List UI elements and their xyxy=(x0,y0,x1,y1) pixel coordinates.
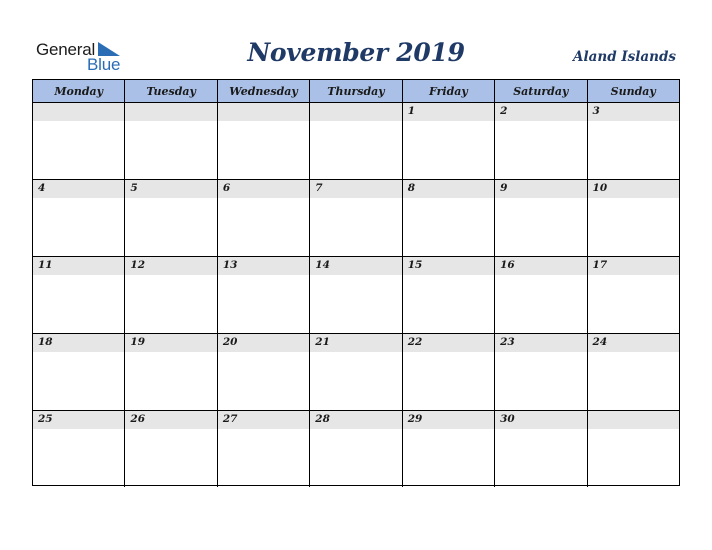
day-cell xyxy=(218,257,310,333)
weekday-header-tuesday: Tuesday xyxy=(125,80,217,102)
day-cell xyxy=(33,334,125,410)
day-cell xyxy=(403,334,495,410)
day-cell xyxy=(588,334,679,410)
day-number: 19 xyxy=(130,336,146,348)
day-number: 20 xyxy=(222,336,238,348)
weekday-header-thursday: Thursday xyxy=(310,80,402,102)
day-cell xyxy=(588,257,679,333)
week-row xyxy=(33,180,679,257)
day-header-band xyxy=(125,103,216,121)
weekday-header-monday: Monday xyxy=(33,80,125,102)
day-number: 16 xyxy=(500,259,515,271)
day-header-band xyxy=(218,103,309,121)
weekday-header-wednesday: Wednesday xyxy=(218,80,310,102)
day-header-band xyxy=(403,180,494,198)
day-number: 26 xyxy=(130,413,146,425)
day-number: 23 xyxy=(500,336,515,348)
day-cell xyxy=(495,257,587,333)
day-cell xyxy=(125,334,217,410)
day-cell xyxy=(310,257,402,333)
day-number: 24 xyxy=(592,336,608,348)
region-label: Aland Islands xyxy=(573,49,676,65)
day-header-band xyxy=(218,180,309,198)
day-number: 4 xyxy=(38,182,46,194)
day-cell xyxy=(310,411,402,487)
day-cell xyxy=(33,103,125,179)
day-number: 30 xyxy=(500,413,515,425)
logo-text-blue: Blue xyxy=(87,55,121,74)
day-number: 7 xyxy=(315,182,323,194)
day-header-band xyxy=(403,103,494,121)
day-number: 15 xyxy=(407,259,423,271)
day-cell xyxy=(33,411,125,487)
week-row xyxy=(33,257,679,334)
day-number: 2 xyxy=(500,105,508,117)
day-number: 1 xyxy=(407,105,415,117)
day-number: 12 xyxy=(130,259,146,271)
day-cell xyxy=(403,411,495,487)
day-header-band xyxy=(495,103,586,121)
day-cell xyxy=(310,334,402,410)
day-header-band xyxy=(588,411,679,429)
day-cell xyxy=(33,180,125,256)
page-title: November 2019 xyxy=(247,38,465,67)
day-number: 29 xyxy=(407,413,423,425)
day-cell xyxy=(218,103,310,179)
day-header-band xyxy=(33,180,124,198)
day-number: 13 xyxy=(222,259,238,271)
day-cell xyxy=(218,411,310,487)
day-number: 5 xyxy=(130,182,138,194)
day-number: 25 xyxy=(38,413,53,425)
day-cell xyxy=(495,334,587,410)
day-number: 9 xyxy=(500,182,508,194)
day-cell xyxy=(33,257,125,333)
day-header-band xyxy=(495,180,586,198)
weekday-header-saturday: Saturday xyxy=(495,80,587,102)
logo-text-general: General xyxy=(36,40,96,59)
day-cell xyxy=(588,180,679,256)
day-header-band xyxy=(33,103,124,121)
day-cell xyxy=(125,411,217,487)
weekday-header-sunday: Sunday xyxy=(610,84,656,98)
week-row xyxy=(33,103,679,180)
day-cell xyxy=(125,257,217,333)
day-cell xyxy=(310,180,402,256)
day-cell xyxy=(588,411,679,487)
day-header-band xyxy=(125,180,216,198)
day-cell xyxy=(310,103,402,179)
day-number: 27 xyxy=(222,413,238,425)
day-cell xyxy=(403,180,495,256)
day-cell xyxy=(495,103,587,179)
day-cell xyxy=(495,411,587,487)
day-cell xyxy=(495,180,587,256)
day-number: 11 xyxy=(38,259,53,271)
day-header-band xyxy=(588,103,679,121)
day-number: 28 xyxy=(315,413,330,425)
weekday-header-friday: Friday xyxy=(403,80,495,102)
day-number: 10 xyxy=(592,182,608,194)
day-header-band xyxy=(310,180,401,198)
day-number: 8 xyxy=(407,182,415,194)
day-number: 17 xyxy=(592,259,608,271)
day-header-band xyxy=(310,103,401,121)
day-number: 18 xyxy=(38,336,53,348)
day-number: 3 xyxy=(592,105,600,117)
day-cell xyxy=(125,180,217,256)
day-number: 6 xyxy=(222,182,231,194)
calendar-grid xyxy=(32,79,680,486)
day-cell xyxy=(403,257,495,333)
week-row xyxy=(33,411,679,487)
week-row xyxy=(33,334,679,411)
day-number: 21 xyxy=(315,336,330,348)
day-cell xyxy=(403,103,495,179)
day-cell xyxy=(218,334,310,410)
day-cell xyxy=(218,180,310,256)
day-number: 14 xyxy=(315,259,330,271)
day-cell xyxy=(588,103,679,179)
day-cell xyxy=(125,103,217,179)
weekday-header-row xyxy=(33,80,679,103)
day-number: 22 xyxy=(407,336,423,348)
